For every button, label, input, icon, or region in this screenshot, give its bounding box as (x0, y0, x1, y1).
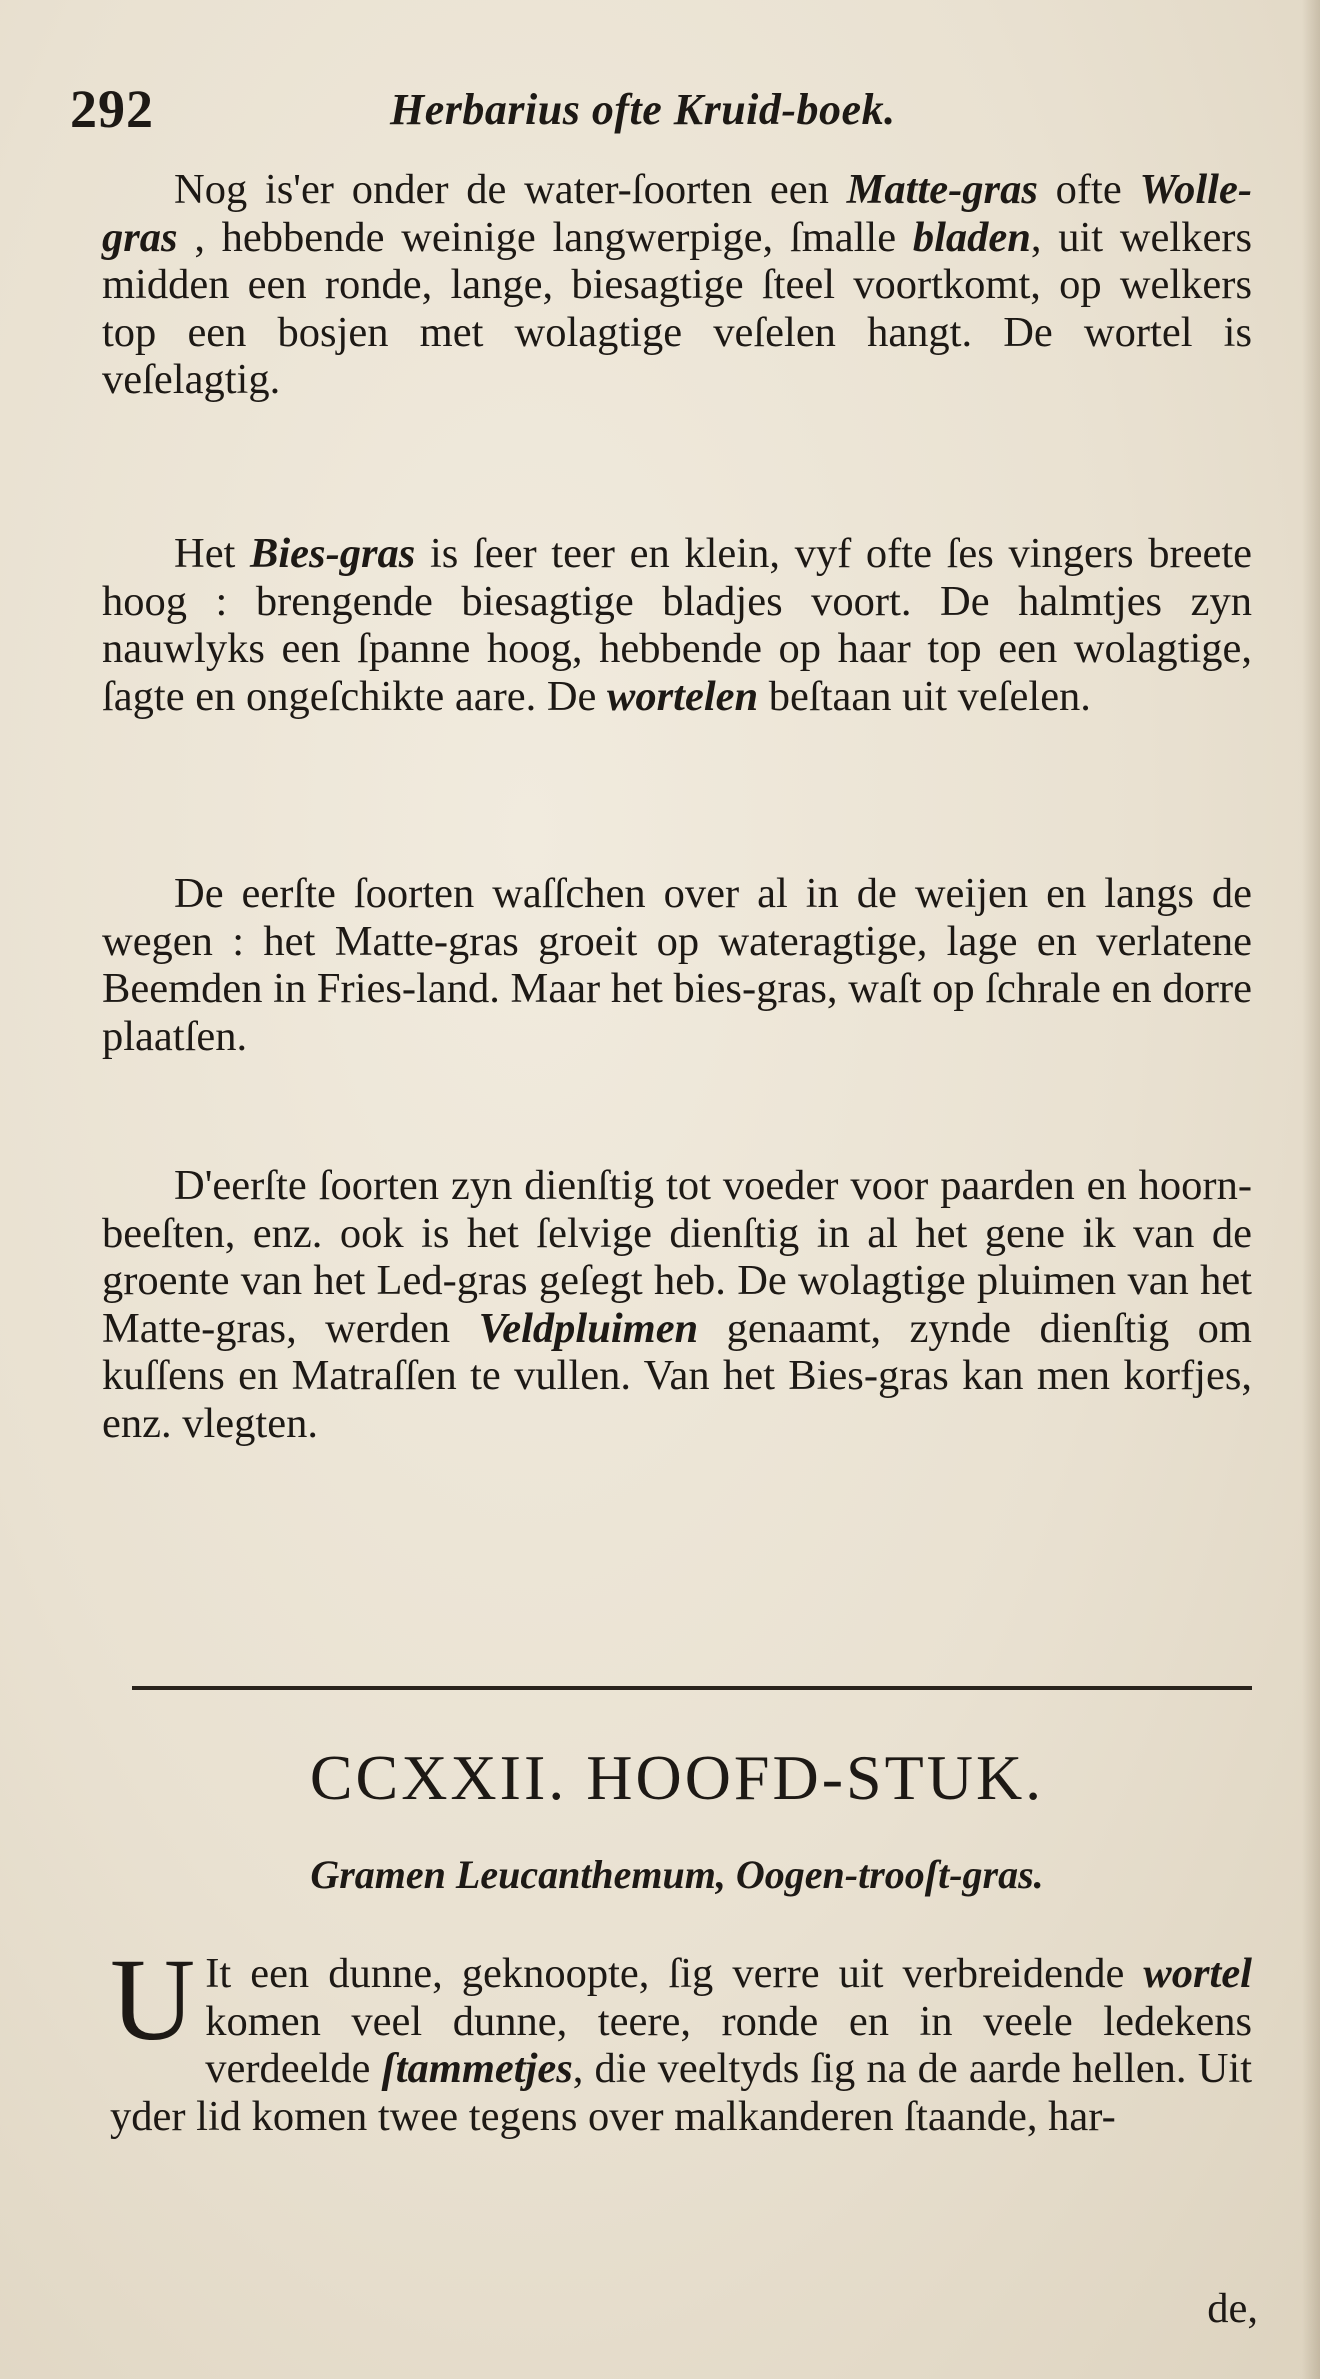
paragraph-text (110, 1934, 1253, 2140)
catchword: de, (1207, 2285, 1258, 2332)
paragraph-text (102, 870, 1252, 1060)
text-run: D'eerſte ſoorten zyn dienſtig tot voeder voor paarden en hoorn-beeſten, enz. ook is het ſelvige dienſtig in al het gene ik van de groente van het Led-gras geſegt heb. De wolagtige pluimen van het Matte-gras, werden (102, 1162, 1252, 1352)
paragraph-text (102, 530, 1252, 720)
text-run: genaamt, zynde dienſtig om kuſſens en Matraſſen te vullen. Van het Bies-gras kan men korfjes, enz. vlegten. (102, 1304, 1252, 1447)
section-divider-rule (132, 1686, 1252, 1690)
text-run: , hebbende weinige langwerpige, ſmalle (177, 213, 913, 261)
subheading-latin-name: Gramen Leucanthemum (310, 1852, 716, 1897)
subheading-separator: , (715, 1852, 736, 1897)
text-run: , uit welkers midden een ronde, lange, biesagtige ſteel voortkomt, op welkers top een bosjen met wolagtige veſelen hangt. De wortel is veſelagtig. (102, 213, 1252, 403)
text-run: , die veeltyds ſig na de aarde hellen. Uit yder lid komen twee tegens over malkanderen ſtaande, har- (110, 2045, 1253, 2140)
paragraph-3 (102, 870, 1252, 1060)
italic-term-wolle-gras: Wolle-gras (102, 166, 1252, 261)
subheading-dutch-name: Oogen-trooſt-gras. (735, 1852, 1044, 1897)
text-run: ofte (1037, 166, 1140, 213)
paragraph-text (102, 166, 1252, 404)
italic-term-matte-gras: Matte-gras (846, 166, 1038, 213)
drop-cap-letter: U (110, 1934, 196, 2065)
paragraph-4 (102, 1162, 1252, 1447)
page-number: 292 (70, 79, 154, 139)
page-edge-shadow (1302, 0, 1320, 2379)
italic-term-veldpluimen: Veldpluimen (478, 1304, 699, 1352)
chapter-heading: CCXXII. HOOFD-STUK. (309, 1742, 1045, 1813)
text-run: is ſeer teer en klein, vyf ofte ſes vingers breete hoog : brengende biesagtige bladjes voort. De halmtjes zyn nauwlyks een ſpanne hoog, hebbende op haar top een wolagtige, ſagte en ongeſchikte aare. De (102, 530, 1252, 720)
text-run: beſtaan uit veſelen. (758, 672, 1091, 720)
running-title: Herbarius ofte Kruid-boek. (390, 85, 896, 134)
italic-term-wortel: wortel (1143, 1950, 1252, 1997)
text-run: Het (174, 530, 251, 577)
italic-term-bies-gras: Bies-gras (250, 530, 416, 577)
italic-term-bladen: bladen (912, 213, 1031, 261)
paragraph-2 (102, 530, 1252, 720)
text-run: De eerſte ſoorten waſſchen over al in de weijen en langs de wegen : het Matte-gras groeit op wateragtige, lage en verlatene Beemden in Fries-land. Maar het bies-gras, waſt op ſchrale en dorre plaatſen. (102, 870, 1252, 1060)
text-run: komen veel dunne, teere, ronde en in veele ledekens verdeelde (205, 1997, 1252, 2092)
italic-term-wortelen: wortelen (607, 672, 759, 720)
running-head (70, 78, 1250, 148)
text-run: Nog is'er onder de water-ſoorten een (174, 166, 847, 213)
chapter-first-paragraph (110, 1934, 1253, 2140)
chapter-subheading (102, 1850, 1252, 1900)
paragraph-text (102, 1162, 1252, 1447)
text-run: It een dunne, geknoopte, ſig verre uit verbreidende (205, 1950, 1144, 1997)
paragraph-1 (102, 166, 1252, 404)
italic-term-stammetjes: ſtammetjes (381, 2045, 573, 2092)
